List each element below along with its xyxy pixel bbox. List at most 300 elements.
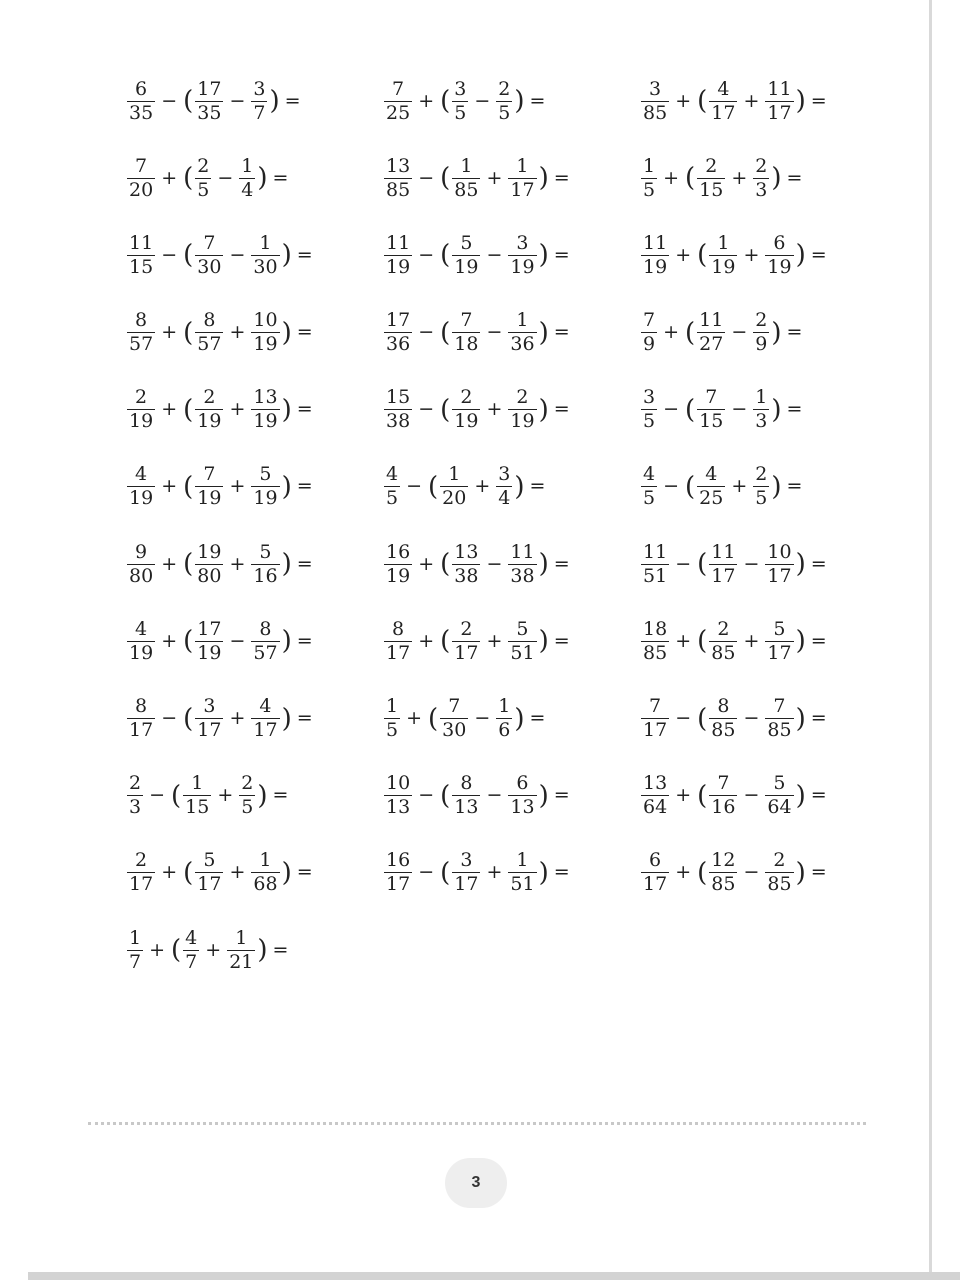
denominator: 9: [755, 333, 768, 356]
operator-1: −: [418, 321, 435, 344]
numerator: 2: [135, 386, 148, 409]
problem-item: [640, 224, 897, 286]
problem-item: [126, 765, 383, 827]
open-paren: (: [440, 549, 451, 580]
denominator: 7: [185, 950, 198, 973]
operator-2: −: [217, 166, 234, 189]
operator-1: +: [418, 629, 435, 652]
denominator: 5: [643, 178, 656, 201]
numerator: 4: [643, 463, 656, 486]
numerator: 1: [235, 926, 248, 949]
denominator: 18: [454, 333, 479, 356]
denominator: 16: [253, 564, 278, 587]
equals-sign: =: [553, 552, 570, 575]
numerator: 4: [259, 695, 272, 717]
numerator: 7: [392, 77, 405, 100]
fraction-c: [251, 388, 279, 431]
denominator: 30: [197, 255, 222, 278]
denominator: 80: [197, 564, 222, 587]
numerator: 5: [773, 772, 786, 795]
numerator: 2: [755, 154, 768, 177]
open-paren: (: [183, 471, 194, 502]
denominator: 15: [129, 255, 154, 278]
footer-divider: [88, 1122, 866, 1125]
fraction-c: [753, 311, 769, 354]
fraction-c: [508, 388, 536, 431]
operator-2: −: [486, 243, 503, 266]
numerator: 4: [135, 463, 148, 486]
numerator: 7: [705, 386, 718, 409]
denominator: 13: [386, 796, 411, 819]
close-paren: ): [795, 857, 806, 888]
equals-sign: =: [810, 784, 827, 807]
fraction-c: [251, 540, 279, 587]
fraction-b: [195, 465, 223, 508]
numerator: 11: [510, 540, 535, 563]
numerator: 2: [129, 772, 142, 795]
close-paren: ): [538, 240, 549, 271]
open-paren: (: [183, 394, 194, 425]
denominator: 3: [755, 178, 768, 201]
operator-2: −: [731, 321, 748, 344]
close-paren: ): [281, 317, 292, 348]
operator-2: +: [486, 166, 503, 189]
fraction-b: [709, 77, 737, 124]
close-paren: ): [514, 471, 525, 502]
fraction-a: [384, 617, 412, 664]
numerator: 2: [755, 463, 768, 486]
denominator: 20: [442, 487, 467, 510]
equals-sign: =: [284, 89, 301, 112]
operator-2: +: [229, 398, 246, 421]
close-paren: ): [281, 471, 292, 502]
numerator: 7: [649, 695, 662, 717]
close-paren: ): [281, 240, 292, 271]
denominator: 85: [643, 641, 668, 664]
open-paren: (: [440, 780, 451, 811]
fraction-b: [183, 926, 199, 973]
numerator: 3: [643, 386, 656, 409]
problem-item: [383, 456, 640, 518]
denominator: 5: [197, 178, 210, 201]
close-paren: ): [281, 549, 292, 580]
operator-2: +: [229, 861, 246, 884]
close-paren: ): [771, 394, 782, 425]
denominator: 17: [767, 564, 792, 587]
operator-2: +: [743, 89, 760, 112]
fraction-a: [127, 697, 155, 740]
equals-sign: =: [296, 861, 313, 884]
fraction-c: [239, 774, 255, 817]
equals-sign: =: [272, 166, 289, 189]
denominator: 35: [197, 101, 222, 124]
operator-1: +: [161, 166, 178, 189]
operator-2: +: [743, 629, 760, 652]
numerator: 2: [516, 386, 529, 409]
problem-item: [640, 456, 897, 518]
denominator: 19: [129, 641, 154, 664]
numerator: 2: [717, 617, 730, 640]
denominator: 15: [185, 796, 210, 819]
numerator: 11: [699, 309, 724, 332]
numerator: 8: [460, 772, 473, 795]
fraction-c: [496, 77, 512, 124]
equals-sign: =: [786, 321, 803, 344]
equals-sign: =: [553, 398, 570, 421]
fraction-a: [127, 231, 155, 278]
equals-sign: =: [553, 861, 570, 884]
fraction-a: [641, 388, 657, 431]
problem-item: [126, 688, 383, 750]
operator-1: −: [418, 784, 435, 807]
problem-item: [126, 842, 383, 904]
open-paren: (: [440, 857, 451, 888]
open-paren: (: [697, 703, 708, 734]
denominator: 17: [643, 873, 668, 896]
fraction-a: [384, 231, 412, 278]
fraction-b: [195, 231, 223, 278]
operator-1: +: [161, 398, 178, 421]
denominator: 17: [711, 101, 736, 124]
operator-2: −: [743, 552, 760, 575]
fraction-a: [641, 697, 669, 740]
denominator: 17: [197, 719, 222, 741]
numerator: 2: [460, 386, 473, 409]
denominator: 13: [454, 796, 479, 819]
numerator: 2: [498, 77, 511, 100]
numerator: 1: [448, 463, 461, 486]
equals-sign: =: [810, 707, 827, 729]
close-paren: ): [257, 935, 268, 966]
open-paren: (: [697, 780, 708, 811]
equals-sign: =: [786, 398, 803, 421]
open-paren: (: [183, 86, 194, 116]
close-paren: ): [795, 626, 806, 657]
fraction-a: [641, 465, 657, 508]
numerator: 1: [259, 231, 272, 254]
denominator: 17: [454, 873, 479, 896]
numerator: 8: [392, 617, 405, 640]
open-paren: (: [697, 86, 708, 116]
open-paren: (: [171, 780, 182, 811]
equals-sign: =: [529, 89, 546, 112]
close-paren: ): [795, 549, 806, 580]
denominator: 19: [767, 255, 792, 278]
operator-2: −: [743, 861, 760, 884]
open-paren: (: [440, 240, 451, 271]
fraction-b: [195, 697, 223, 740]
numerator: 2: [203, 386, 216, 409]
operator-2: −: [486, 321, 503, 344]
close-paren: ): [795, 86, 806, 116]
operator-1: +: [161, 552, 178, 575]
numerator: 2: [460, 617, 473, 640]
fraction-c: [753, 465, 769, 508]
numerator: 2: [241, 772, 254, 795]
denominator: 19: [386, 564, 411, 587]
numerator: 17: [197, 77, 222, 100]
denominator: 17: [129, 873, 154, 896]
equals-sign: =: [810, 552, 827, 575]
numerator: 3: [498, 463, 511, 486]
fraction-b: [452, 231, 480, 278]
operator-1: −: [663, 475, 680, 498]
operator-2: −: [229, 629, 246, 652]
fraction-a: [641, 154, 657, 201]
equals-sign: =: [296, 552, 313, 575]
denominator: 21: [229, 950, 254, 973]
denominator: 27: [699, 333, 724, 356]
denominator: 19: [510, 410, 535, 433]
operator-1: +: [675, 629, 692, 652]
open-paren: (: [697, 240, 708, 271]
problem-item: [640, 533, 897, 595]
equals-sign: =: [296, 243, 313, 266]
fraction-b: [183, 774, 211, 817]
problem-item: [383, 842, 640, 904]
denominator: 5: [643, 410, 656, 433]
numerator: 7: [460, 309, 473, 332]
numerator: 6: [773, 231, 786, 254]
problem-item: [383, 379, 640, 441]
denominator: 6: [498, 719, 511, 741]
denominator: 19: [643, 255, 668, 278]
numerator: 8: [259, 617, 272, 640]
denominator: 57: [129, 333, 154, 356]
equals-sign: =: [553, 321, 570, 344]
fraction-b: [195, 540, 223, 587]
numerator: 3: [649, 77, 662, 100]
close-paren: ): [269, 86, 280, 116]
operator-1: −: [418, 166, 435, 189]
fraction-c: [508, 774, 536, 817]
denominator: 20: [129, 178, 154, 201]
numerator: 6: [135, 77, 148, 100]
denominator: 85: [711, 641, 736, 664]
operator-1: +: [161, 475, 178, 498]
close-paren: ): [538, 317, 549, 348]
denominator: 19: [510, 255, 535, 278]
denominator: 5: [643, 487, 656, 510]
operator-1: −: [406, 475, 423, 498]
denominator: 17: [711, 564, 736, 587]
operator-1: −: [161, 89, 178, 112]
numerator: 3: [253, 77, 266, 100]
denominator: 17: [767, 101, 792, 124]
numerator: 7: [135, 154, 148, 177]
fraction-c: [765, 540, 793, 587]
open-paren: (: [440, 163, 451, 194]
fraction-c: [251, 617, 279, 664]
operator-2: +: [743, 243, 760, 266]
operator-1: −: [418, 398, 435, 421]
fraction-c: [753, 154, 769, 201]
equals-sign: =: [786, 475, 803, 498]
open-paren: (: [428, 703, 439, 734]
equals-sign: =: [810, 861, 827, 884]
fraction-a: [127, 311, 155, 354]
fraction-c: [508, 311, 536, 354]
fraction-b: [452, 774, 480, 817]
fraction-b: [452, 851, 480, 894]
fraction-c: [251, 311, 279, 354]
fraction-b: [452, 617, 480, 664]
denominator: 5: [386, 719, 399, 741]
equals-sign: =: [296, 707, 313, 729]
denominator: 30: [253, 255, 278, 278]
equals-sign: =: [553, 166, 570, 189]
numerator: 1: [516, 849, 529, 872]
denominator: 68: [253, 873, 278, 896]
denominator: 36: [510, 333, 535, 356]
denominator: 80: [129, 564, 154, 587]
denominator: 19: [197, 487, 222, 510]
denominator: 30: [442, 719, 467, 741]
problem-item: [126, 302, 383, 364]
close-paren: ): [538, 394, 549, 425]
operator-1: −: [418, 861, 435, 884]
numerator: 5: [203, 849, 216, 872]
fraction-a: [384, 697, 400, 740]
denominator: 51: [643, 564, 668, 587]
denominator: 5: [241, 796, 254, 819]
numerator: 13: [386, 154, 411, 177]
fraction-a: [127, 77, 155, 124]
operator-2: +: [731, 475, 748, 498]
fraction-c: [508, 540, 536, 587]
numerator: 4: [717, 77, 730, 100]
fraction-a: [384, 851, 412, 894]
denominator: 19: [253, 410, 278, 433]
numerator: 8: [135, 695, 148, 717]
operator-2: −: [229, 243, 246, 266]
numerator: 4: [185, 926, 198, 949]
problem-item: [383, 147, 640, 209]
problem-item: [126, 379, 383, 441]
fraction-c: [251, 77, 267, 124]
denominator: 4: [241, 178, 254, 201]
numerator: 11: [767, 77, 792, 100]
fraction-b: [452, 311, 480, 354]
denominator: 85: [767, 719, 792, 741]
denominator: 15: [699, 410, 724, 433]
numerator: 1: [516, 309, 529, 332]
numerator: 1: [755, 386, 768, 409]
fraction-a: [641, 540, 669, 587]
numerator: 1: [191, 772, 204, 795]
denominator: 5: [498, 101, 511, 124]
fraction-b: [440, 697, 468, 740]
problem-item: [640, 302, 897, 364]
open-paren: (: [183, 549, 194, 580]
denominator: 13: [510, 796, 535, 819]
denominator: 25: [699, 487, 724, 510]
fraction-c: [753, 388, 769, 431]
fraction-b: [195, 388, 223, 431]
denominator: 64: [767, 796, 792, 819]
equals-sign: =: [296, 398, 313, 421]
operator-2: +: [229, 552, 246, 575]
operator-2: +: [486, 398, 503, 421]
numerator: 1: [386, 695, 399, 717]
denominator: 17: [454, 641, 479, 664]
denominator: 85: [711, 719, 736, 741]
numerator: 1: [717, 231, 730, 254]
numerator: 10: [767, 540, 792, 563]
numerator: 2: [705, 154, 718, 177]
problem-item: [640, 70, 897, 132]
fraction-c: [251, 851, 279, 894]
numerator: 2: [135, 849, 148, 872]
operator-1: +: [675, 89, 692, 112]
numerator: 13: [643, 772, 668, 795]
close-paren: ): [257, 163, 268, 194]
open-paren: (: [685, 317, 696, 348]
numerator: 1: [241, 154, 254, 177]
close-paren: ): [281, 394, 292, 425]
operator-2: +: [229, 707, 246, 729]
operator-1: +: [675, 861, 692, 884]
fraction-b: [709, 697, 737, 740]
operator-1: +: [161, 861, 178, 884]
numerator: 6: [516, 772, 529, 795]
fraction-a: [384, 540, 412, 587]
denominator: 85: [643, 101, 668, 124]
denominator: 19: [253, 333, 278, 356]
equals-sign: =: [553, 629, 570, 652]
problem-grid: [126, 70, 897, 996]
fraction-b: [195, 617, 223, 664]
operator-1: −: [161, 243, 178, 266]
denominator: 3: [129, 796, 142, 819]
denominator: 85: [386, 178, 411, 201]
problem-item: [126, 147, 383, 209]
open-paren: (: [183, 317, 194, 348]
fraction-c: [508, 154, 536, 201]
fraction-a: [384, 774, 412, 817]
operator-2: −: [474, 707, 491, 729]
numerator: 15: [386, 386, 411, 409]
problem-item: [383, 224, 640, 286]
problem-item: [383, 70, 640, 132]
problem-item: [126, 456, 383, 518]
page-right-edge: [929, 0, 932, 1272]
fraction-b: [709, 617, 737, 664]
numerator: 18: [643, 617, 668, 640]
fraction-b: [195, 851, 223, 894]
fraction-a: [384, 154, 412, 201]
numerator: 5: [460, 231, 473, 254]
operator-1: +: [663, 321, 680, 344]
open-paren: (: [428, 471, 439, 502]
fraction-c: [765, 774, 793, 817]
denominator: 17: [129, 719, 154, 741]
numerator: 16: [386, 849, 411, 872]
fraction-a: [127, 465, 155, 508]
problem-item: [383, 533, 640, 595]
equals-sign: =: [296, 629, 313, 652]
fraction-c: [508, 617, 536, 664]
numerator: 9: [135, 540, 148, 563]
numerator: 11: [711, 540, 736, 563]
fraction-b: [697, 388, 725, 431]
fraction-c: [508, 851, 536, 894]
fraction-b: [709, 774, 737, 817]
denominator: 85: [711, 873, 736, 896]
fraction-a: [641, 617, 669, 664]
denominator: 7: [253, 101, 266, 124]
numerator: 3: [460, 849, 473, 872]
